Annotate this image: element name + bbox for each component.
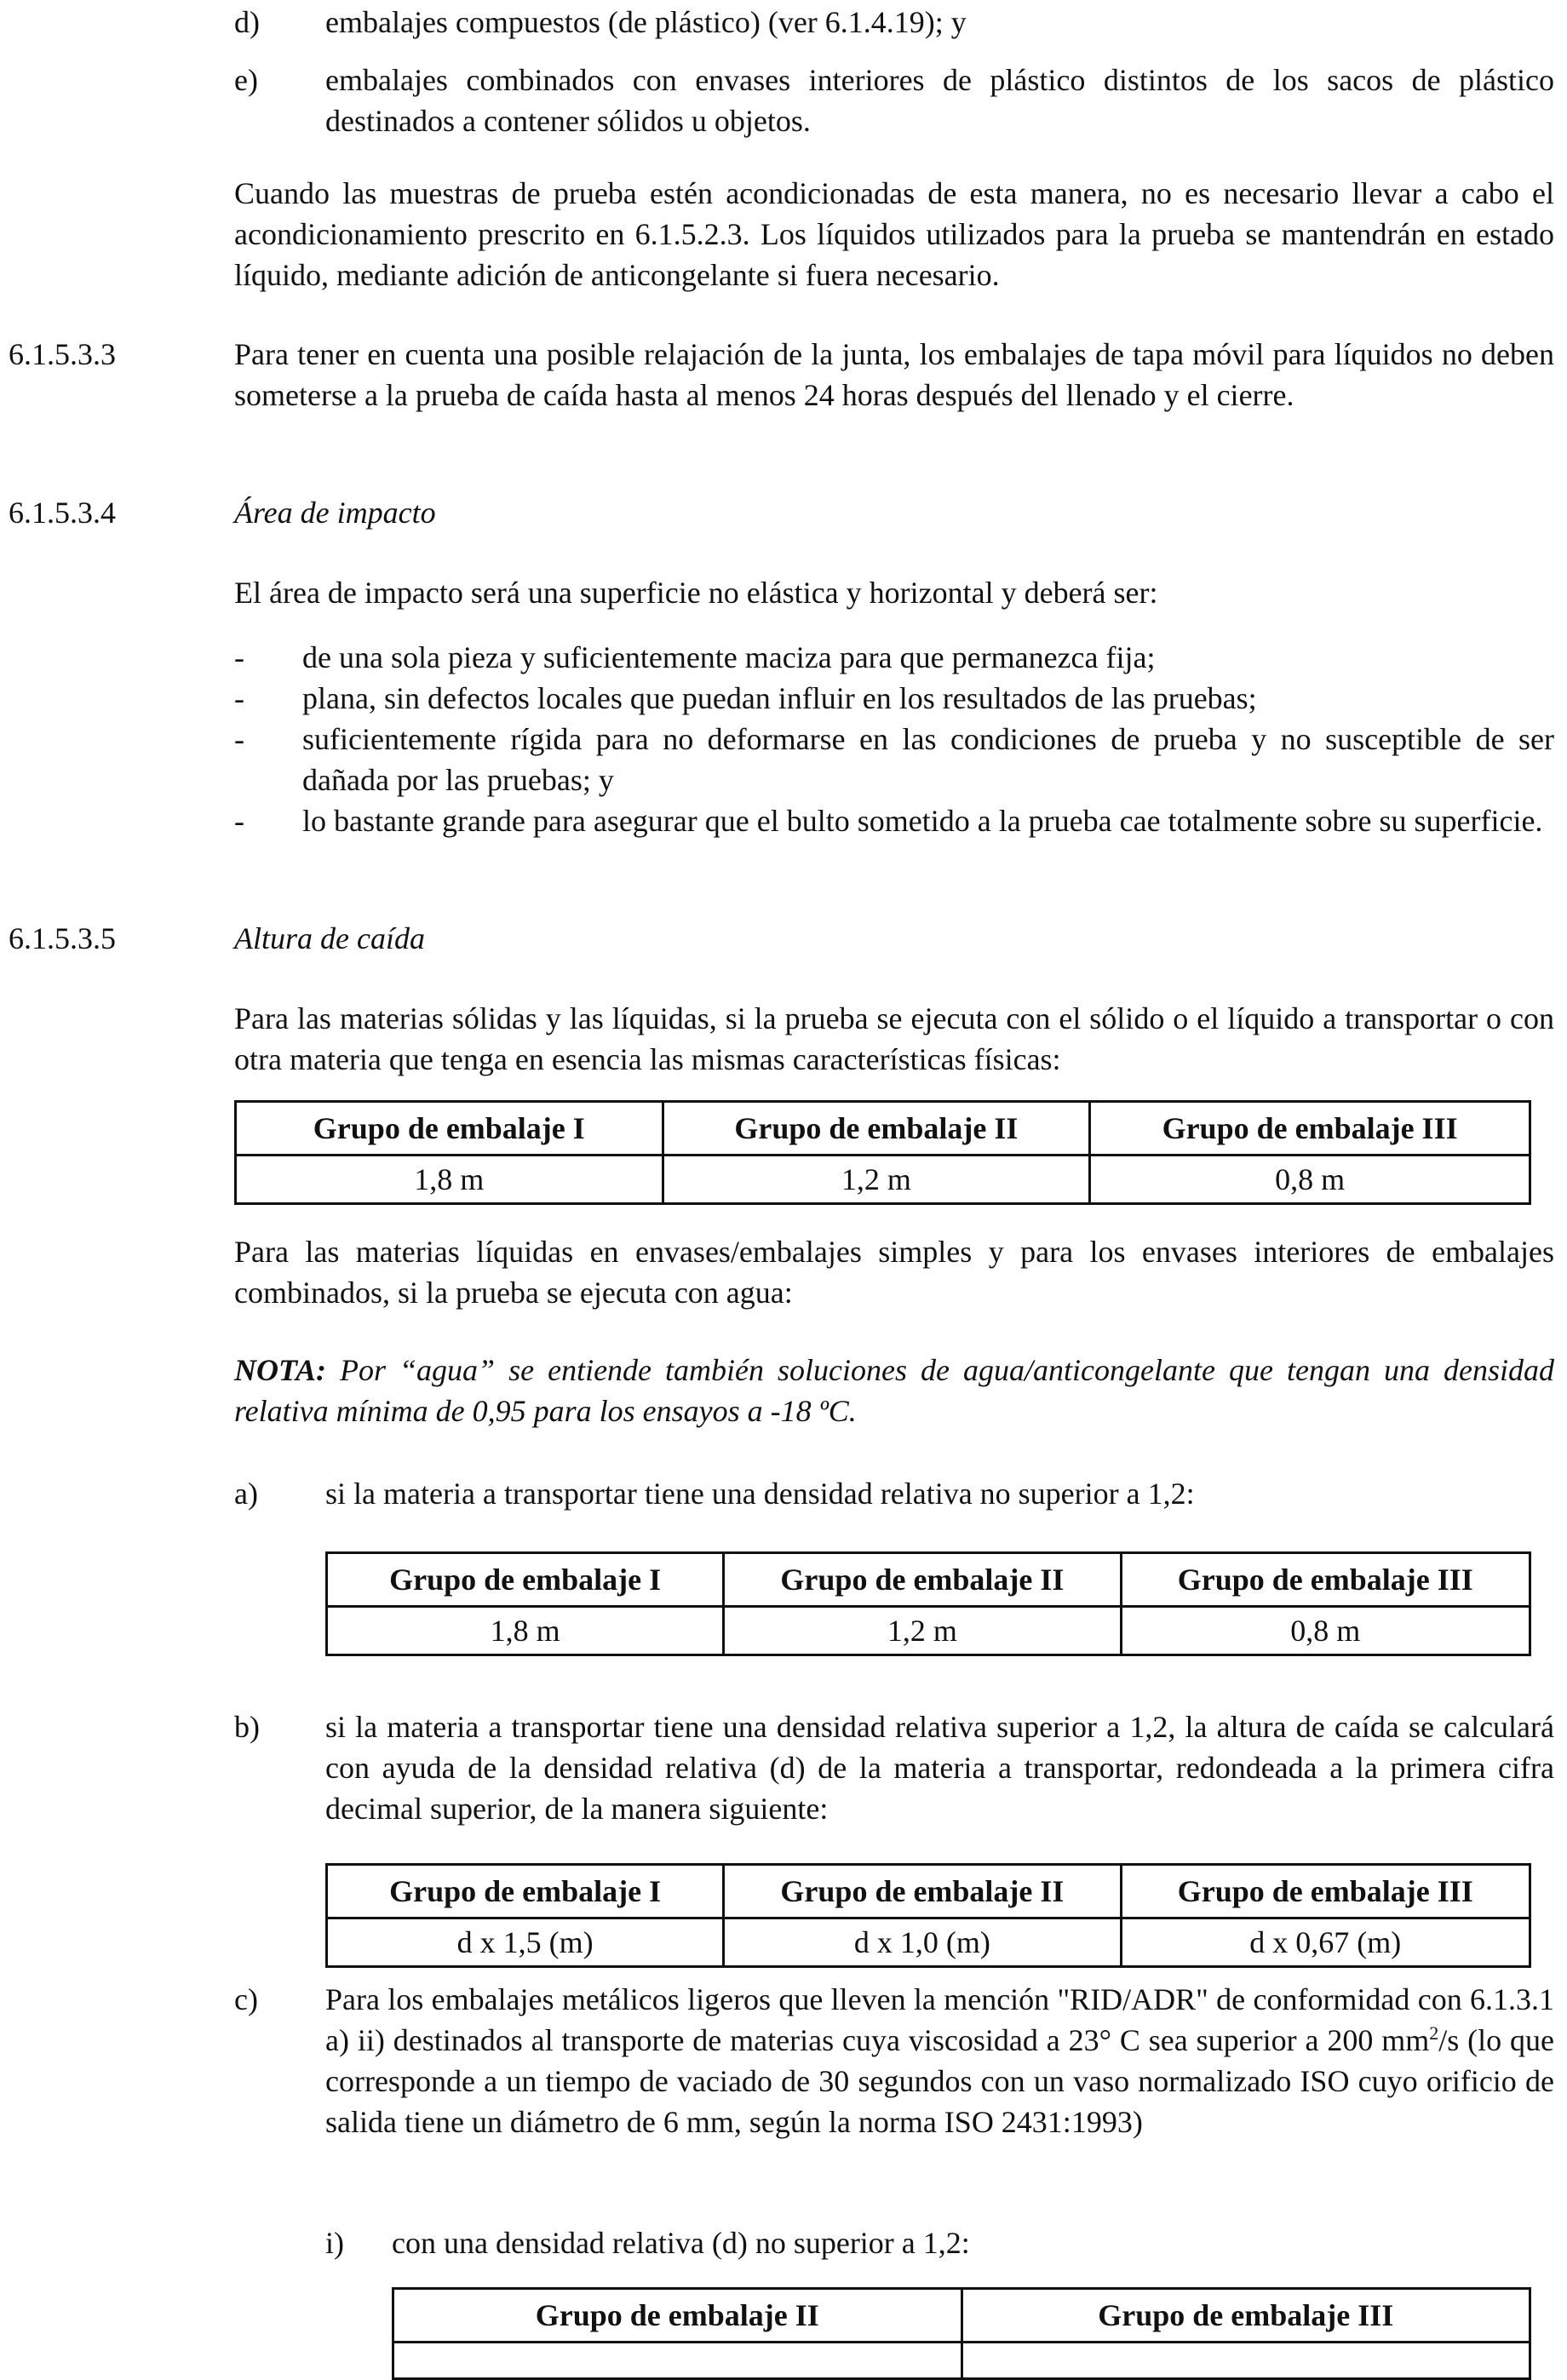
table-cell: 1,8 m [327,1607,724,1655]
section-number: 6.1.5.3.5 [9,921,116,955]
section-number: 6.1.5.3.4 [9,496,116,530]
section-title: Altura de caída [234,921,425,955]
table-cell: 0,8 m [1090,1156,1530,1204]
list-item-text: embalajes combinados con envases interiores de plástico distintos de los sacos de plástico destinados a contener sólidos u objetos. [325,63,1554,138]
section-number: 6.1.5.3.3 [9,337,116,371]
list-label: d) [234,5,260,39]
table-cell: d x 0,67 (m) [1121,1918,1530,1967]
bullet-dash: - [234,640,244,674]
table-header: Grupo de embalaje II [724,1553,1121,1607]
list-item-text: si la materia a transportar tiene una densidad relativa superior a 1,2, la altura de caída se calculará con ayuda de la densidad relativa (d) de la materia a transportar, redondeada a la primera cifra decimal superior, de la manera siguiente: [325,1710,1554,1826]
list-item-text: si la materia a transportar tiene una densidad relativa no superior a 1,2: [325,1477,1195,1511]
bullet-dash: - [234,804,244,838]
list-item-text: con una densidad relativa (d) no superior a 1,2: [392,2226,970,2260]
table-header: Grupo de embalaje II [724,1865,1121,1918]
item-c-text-a: Para los embalajes metálicos ligeros que lleven la mención "RID/ADR" de conformidad con 6.1.3.1 a) ii) destinados al transporte de materias cuya viscosidad a 23° C sea superior a 200 mm [325,1982,1554,2057]
list-label: i) [325,2226,344,2260]
paragraph: El área de impacto será una superficie no elástica y horizontal y deberá ser: [234,576,1158,610]
table-header: Grupo de embalaje III [1121,1553,1530,1607]
list-label: e) [234,63,258,97]
bullet-dash: - [234,681,244,715]
paragraph: Cuando las muestras de prueba estén acondicionadas de esta manera, no es necesario llevar a cabo el acondicionamiento prescrito en 6.1.5.2.3. Los líquidos utilizados para la prueba se mantendrán en estado líquido, mediante adición de anticongelante si fuera necesario. [234,176,1554,292]
list-label: b) [234,1710,260,1744]
note [234,1350,1554,1431]
item-c-text-b: /s (lo que corresponde a un tiempo de vaciado de 30 segundos con un vaso normalizado ISO cuyo orificio de salida tiene un diámetro de 6 mm, según la norma ISO 2431:1993) [325,2023,1554,2139]
drop-height-table-1 [234,1100,1531,1205]
table-cell: d x 1,0 (m) [724,1918,1121,1967]
paragraph: Para las materias sólidas y las líquidas, si la prueba se ejecuta con el sólido o el líquido a transportar o con otra materia que tenga en esencia las mismas características físicas: [234,1001,1554,1076]
table-header: Grupo de embalaje II [393,2289,962,2343]
table-header: Grupo de embalaje II [663,1102,1090,1156]
table-cell: 1,2 m [663,1156,1090,1204]
drop-height-table-3 [325,1863,1531,1968]
section-title: Área de impacto [234,496,436,530]
table-cell [393,2343,962,2379]
bullet-text: suficientemente rígida para no deformarse en las condiciones de prueba y no susceptible de ser dañada por las pruebas; y [302,722,1554,797]
bullet-text: plana, sin defectos locales que puedan influir en los resultados de las pruebas; [302,681,1257,715]
table-cell: 1,8 m [236,1156,663,1204]
drop-height-table-2 [325,1551,1531,1656]
note-label: NOTA: [234,1353,326,1387]
bullet-dash: - [234,722,244,756]
table-header: Grupo de embalaje III [961,2289,1530,2343]
bullet-text: lo bastante grande para asegurar que el bulto sometido a la prueba cae totalmente sobre su superficie. [302,804,1543,838]
list-label: a) [234,1477,258,1511]
table-header: Grupo de embalaje I [327,1553,724,1607]
superscript: 2 [1429,2022,1439,2044]
drop-height-table-4 [392,2287,1531,2380]
table-header: Grupo de embalaje I [327,1865,724,1918]
table-header: Grupo de embalaje III [1090,1102,1530,1156]
list-item-text [325,1979,1554,2142]
table-header: Grupo de embalaje I [236,1102,663,1156]
note-text: Por “agua” se entiende también soluciones de agua/anticongelante que tengan una densidad relativa mínima de 0,95 para los ensayos a -18 ºC. [234,1353,1554,1428]
list-item-text: embalajes compuestos (de plástico) (ver 6.1.4.19); y [325,5,967,39]
bullet-text: de una sola pieza y suficientemente maciza para que permanezca fija; [302,640,1156,674]
list-label: c) [234,1982,258,2016]
paragraph: Para las materias líquidas en envases/embalajes simples y para los envases interiores de embalajes combinados, si la prueba se ejecuta con agua: [234,1235,1554,1310]
table-cell: 0,8 m [1121,1607,1530,1655]
table-cell: d x 1,5 (m) [327,1918,724,1967]
table-cell: 1,2 m [724,1607,1121,1655]
table-header: Grupo de embalaje III [1121,1865,1530,1918]
paragraph: Para tener en cuenta una posible relajación de la junta, los embalajes de tapa móvil para líquidos no deben someterse a la prueba de caída hasta al menos 24 horas después del llenado y el cierre. [234,337,1554,412]
table-cell [961,2343,1530,2379]
